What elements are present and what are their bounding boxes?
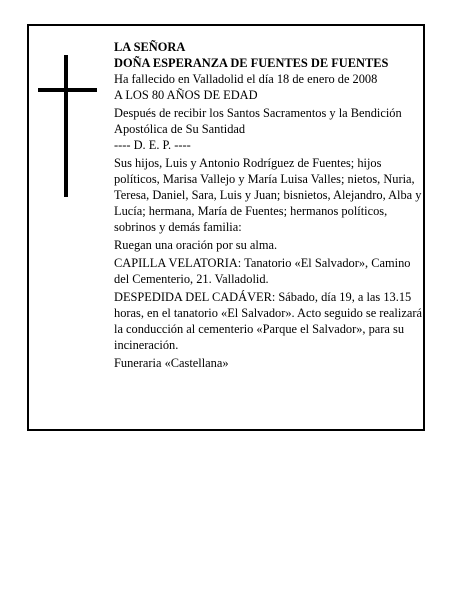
cross-horizontal-bar [38, 88, 97, 92]
rip-line: ---- D. E. P. ---- [114, 138, 191, 152]
chapel-text: CAPILLA VELATORIA: Tanatorio «El Salvador», Camino del Cementerio, 21. Valladolid. [114, 256, 411, 286]
funeral-home-text: Funeraria «Castellana» [114, 356, 229, 370]
heading: LA SEÑORA [114, 40, 186, 54]
age-line: A LOS 80 AÑOS DE EDAD [114, 88, 258, 102]
cross-vertical-bar [64, 55, 68, 197]
sacraments-text: Después de recibir los Santos Sacramentos y la Bendición Apostólica de Su Santidad [114, 106, 402, 136]
family-text: Sus hijos, Luis y Antonio Rodríguez de Fuentes; hijos políticos, Marisa Vallejo y María Luisa Valles; nietos, Nuria, Teresa, Daniel, Sara, Luis y Juan; bisnietos, Alejandro, Alba y Lucía; hermana, María de Fuentes; hermanos políticos, sobrinos y demás familia: [114, 156, 422, 234]
death-line: Ha fallecido en Valladolid el día 18 de enero de 2008 [114, 72, 378, 86]
prayer-text: Ruegan una oración por su alma. [114, 238, 278, 252]
deceased-name: DOÑA ESPERANZA DE FUENTES DE FUENTES [114, 56, 389, 70]
obituary-text [114, 39, 426, 371]
farewell-text: DESPEDIDA DEL CADÁVER: Sábado, día 19, a las 13.15 horas, en el tanatorio «El Salvador». Acto seguido se realizará la conducción al cementerio «Parque el Salvador», para su incineración. [114, 290, 422, 352]
